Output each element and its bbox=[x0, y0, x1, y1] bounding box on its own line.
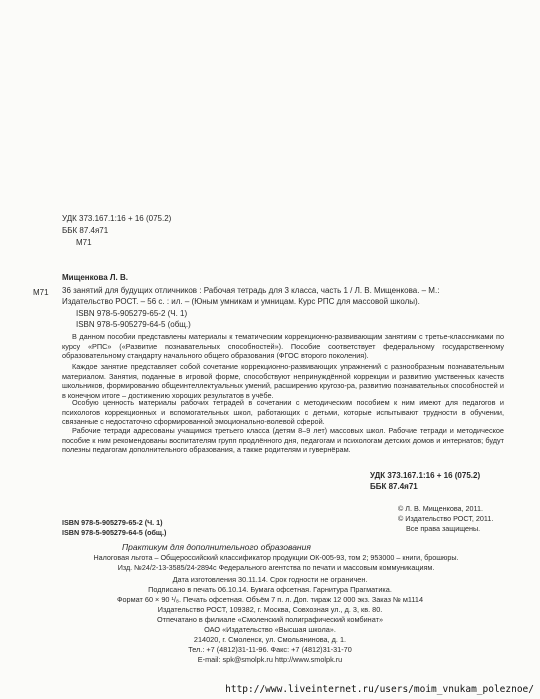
abstract-paragraph-4: Рабочие тетради адресованы учащимся третьего класса (детям 8–9 лет) массовых школ. Рабочие тетради и методическое пособие к ним рекомендованы воспитателям групп продлённого дня, педагогам и психологам детских домов и интернатов; будут полезны педагогам дополнительного образования, а также родителям и гувернёрам. bbox=[62, 426, 504, 455]
isbn-part: ISBN 978-5-905279-65-2 (Ч. 1) bbox=[76, 309, 188, 318]
abstract-paragraph-2: Каждое занятие представляет собой сочетание коррекционно-развивающих упражнений с разнообразным познавательным материалом. Занятия, поданные в игровой форме, способствуют непринуждённой коррекции и развитию умственных качеств школьников, формированию общеинтеллектуальных умений, расширению кругозо-ра, развитию познавательных способностей и в конечном итоге – достижению хороших результатов в учёбе. bbox=[62, 362, 504, 400]
rights-reserved: Все права защищены. bbox=[406, 524, 481, 533]
udk-code-bottom: УДК 373.167.1:16 + 16 (075.2) bbox=[370, 471, 481, 480]
printed-line: Отпечатано в филиале «Смоленский полиграфический комбинат» bbox=[156, 615, 383, 624]
author-name: Мищенкова Л. В. bbox=[62, 273, 128, 282]
format-line: Формат 60 × 90 ¹/₈. Печать офсетная. Объём 7 п. л. Доп. тираж 12 000 экз. Заказ № м1114 bbox=[116, 595, 424, 604]
address-line: 214020, г. Смоленск, ул. Смольянинова, д. 1. bbox=[193, 635, 347, 644]
cipher-code: М71 bbox=[33, 288, 49, 297]
isbn-bottom-total: ISBN 978-5-905279-64-5 (общ.) bbox=[62, 528, 167, 537]
isbn-total: ISBN 978-5-905279-64-5 (общ.) bbox=[76, 320, 191, 329]
copyright-author: © Л. В. Мищенкова, 2011. bbox=[398, 504, 483, 513]
isbn-bottom-part: ISBN 978-5-905279-65-2 (Ч. 1) bbox=[62, 518, 163, 527]
publisher-line: Издательство РОСТ, 109382, г. Москва, Совхозная ул., д. 3, кв. 80. bbox=[157, 605, 383, 614]
series-title: Практикум для дополнительного образования bbox=[122, 542, 311, 552]
abstract-paragraph-3: Особую ценность материалы рабочих тетрадей в сочетании с методическим пособием к ним имеют для педагогов и психологов коррекционных и вспомогательных школ, работающих с детьми, которые испытывают трудности в обучении, связанные с недостаточно сформированной эмоционально-волевой сферой. bbox=[62, 398, 504, 427]
abstract-paragraph-1: В данном пособии представлены материалы к тематическим коррекционно-развивающим занятиям с третье-классниками по курсу «РПС» («Развитие познавательных способностей»). Пособие соответствует федеральному государственному образовательному стандарту начального общего образования (ФГОС второго поколения). bbox=[62, 332, 504, 361]
email-line: E-mail: spk@smolpk.ru http://www.smolpk.ru bbox=[197, 655, 343, 664]
tax-line: Налоговая льгота – Общероссийский классификатор продукции ОК-005-93, том 2; 953000 – книги, брошюры. bbox=[93, 553, 459, 562]
title-line-2: Издательство РОСТ. – 56 с. : ил. – (Юным умникам и умницам. Курс РПС для массовой школы). bbox=[62, 297, 420, 306]
udk-code-top: УДК 373.167.1:16 + 16 (075.2) bbox=[62, 214, 172, 223]
watermark-url: http://www.liveinternet.ru/users/moim_vnukam_poleznoe/ bbox=[225, 684, 534, 695]
manufacture-date: Дата изготовления 30.11.14. Срок годности не ограничен. bbox=[172, 575, 368, 584]
signed-line: Подписано в печать 06.10.14. Бумага офсетная. Гарнитура Прагматика. bbox=[148, 585, 392, 594]
copyright-publisher: © Издательство РОСТ, 2011. bbox=[398, 514, 494, 523]
org-line: ОАО «Издательство «Высшая школа». bbox=[204, 625, 336, 634]
license-line: Изд. №24/2-13-3585/24-2894с Федерального агентства по печати и массовым коммуникациям. bbox=[117, 563, 435, 572]
bbk-code-bottom: ББК 87.4я71 bbox=[370, 482, 418, 491]
cipher-code-top: М71 bbox=[76, 238, 92, 247]
bbk-code-top: ББК 87.4я71 bbox=[62, 226, 109, 235]
phone-line: Тел.: +7 (4812)31-11-96. Факс: +7 (4812)31-31-70 bbox=[188, 645, 352, 654]
title-line-1: 36 занятий для будущих отличников : Рабочая тетрадь для 3 класса, часть 1 / Л. В. Мищенкова. – М.: bbox=[62, 286, 440, 295]
